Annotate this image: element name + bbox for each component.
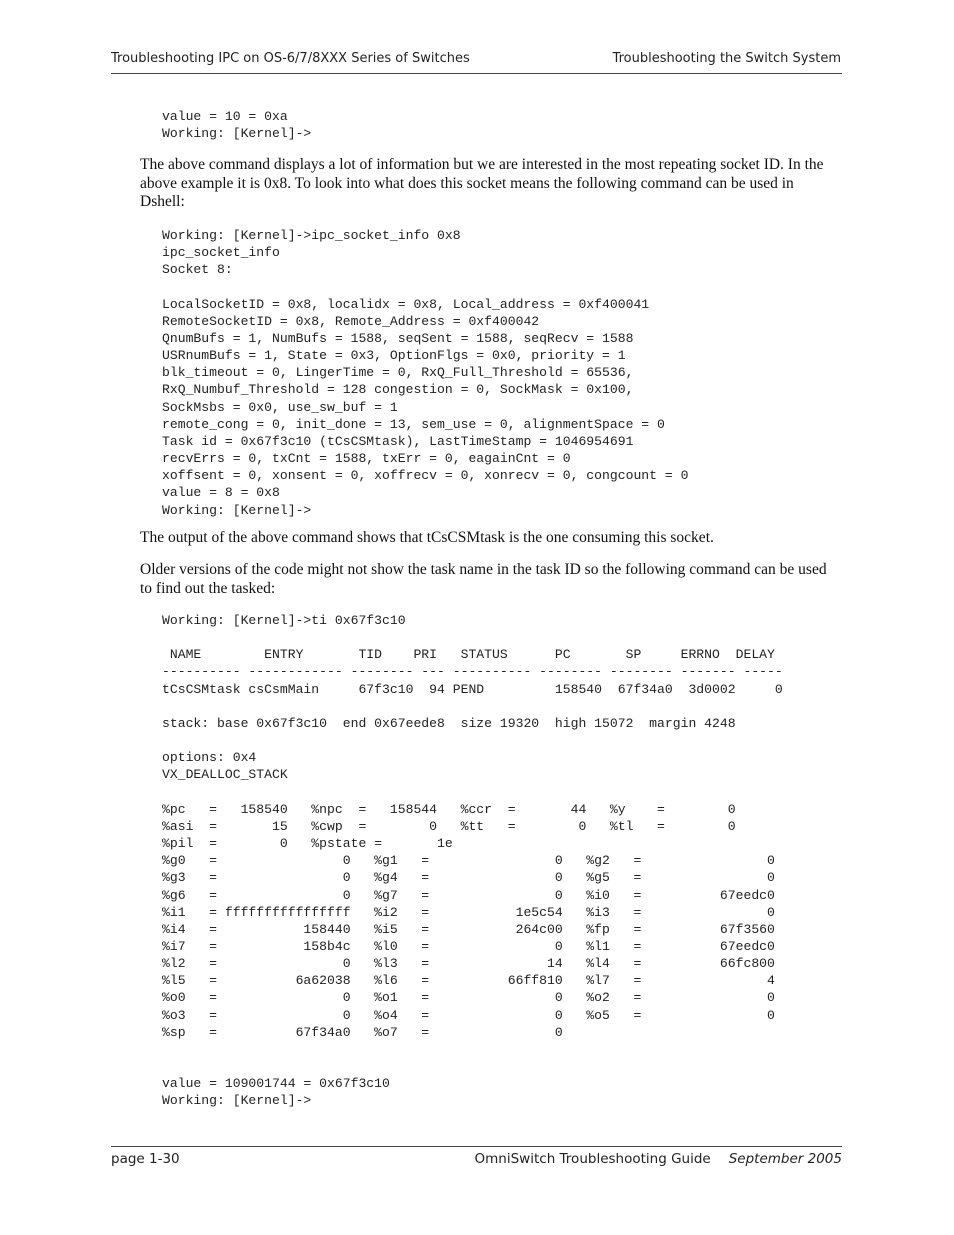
footer-right [475,1151,842,1167]
paragraph-older-versions: Older versions of the code might not show the task name in the task ID so the following command can be used to find out the tasked: [140,561,827,597]
guide-title: OmniSwitch Troubleshooting Guide [474,1151,711,1167]
paragraph-socket-owner: The output of the above command shows that tCsCSMtask is the one consuming this socket. [140,529,714,546]
footer-rule [111,1146,842,1147]
running-header [111,50,841,72]
header-right-title: Troubleshooting the Switch System [612,51,841,66]
header-rule [111,73,842,74]
header-left-title: Troubleshooting IPC on OS-6/7/8XXX Series of Switches [111,51,470,66]
page-number: page 1-30 [111,1151,180,1167]
code-block-ipc-socket-info: Working: [Kernel]->ipc_socket_info 0x8 ipc_socket_info Socket 8: LocalSocketID = 0x8, localidx = 0x8, Local_address = 0xf400041 RemoteSocketID = 0x8, Remote_Address = 0xf400042 QnumBufs = 1, NumBufs = 1588, seqSent = 1588, seqRecv = 1588 USRnumBufs = 1, State = 0x3, OptionFlgs = 0x0, priority = 1 blk_timeout = 0, LingerTime = 0, RxQ_Full_Threshold = 65536, RxQ_Numbuf_Threshold = 128 congestion = 0, SockMask = 0x100, SockMsbs = 0x0, use_sw_buf = 1 remote_cong = 0, init_done = 13, sem_use = 0, alignmentSpace = 0 Task id = 0x67f3c10 (tCsCSMtask), LastTimeStamp = 1046954691 recvErrs = 0, txCnt = 1588, txErr = 0, eagainCnt = 0 xoffsent = 0, xonsent = 0, xoffrecv = 0, xonrecv = 0, congcount = 0 value = 8 = 0x8 Working: [Kernel]-> [162,228,689,518]
code-block-value-output: value = 10 = 0xa Working: [Kernel]-> [162,109,312,142]
publication-date: September 2005 [728,1151,842,1167]
page-footer [111,1151,842,1173]
code-block-task-info: Working: [Kernel]->ti 0x67f3c10 NAME ENTRY TID PRI STATUS PC SP ERRNO DELAY ---------- ------------ -------- --- ---------- -------- -------- ------- ----- tCsCSMtask csCsmMain 67f3c10 94 PEND 158540 67f34a0 3d0002 0 stack: base 0x67f3c10 end 0x67eede8 size 19320 high 15072 margin 4248 options: 0x4 VX_DEALLOC_STACK %pc = 158540 %npc = 158544 %ccr = 44 %y = 0 %asi = 15 %cwp = 0 %tt = 0 %tl = 0 %pil = 0 %pstate = 1e %g0 = 0 %g1 = 0 %g2 = 0 %g3 = 0 %g4 = 0 %g5 = 0 %g6 = 0 %g7 = 0 %i0 = 67eedc0 %i1 = ffffffffffffffff %i2 = 1e5c54 %i3 = 0 %i4 = 158440 %i5 = 264c00 %fp = 67f3560 %i7 = 158b4c %l0 = 0 %l1 = 67eedc0 %l2 = 0 %l3 = 14 %l4 = 66fc800 %l5 = 6a62038 %l6 = 66ff810 %l7 = 4 %o0 = 0 %o1 = 0 %o2 = 0 %o3 = 0 %o4 = 0 %o5 = 0 %sp = 67f34a0 %o7 = 0 value = 109001744 = 0x67f3c10 Working: [Kernel]-> [162,613,783,1109]
paragraph-socket-intro: The above command displays a lot of information but we are interested in the most repeating socket ID. In the above example it is 0x8. To look into what does this socket means the following command can be used in Dshell: [140,156,824,211]
